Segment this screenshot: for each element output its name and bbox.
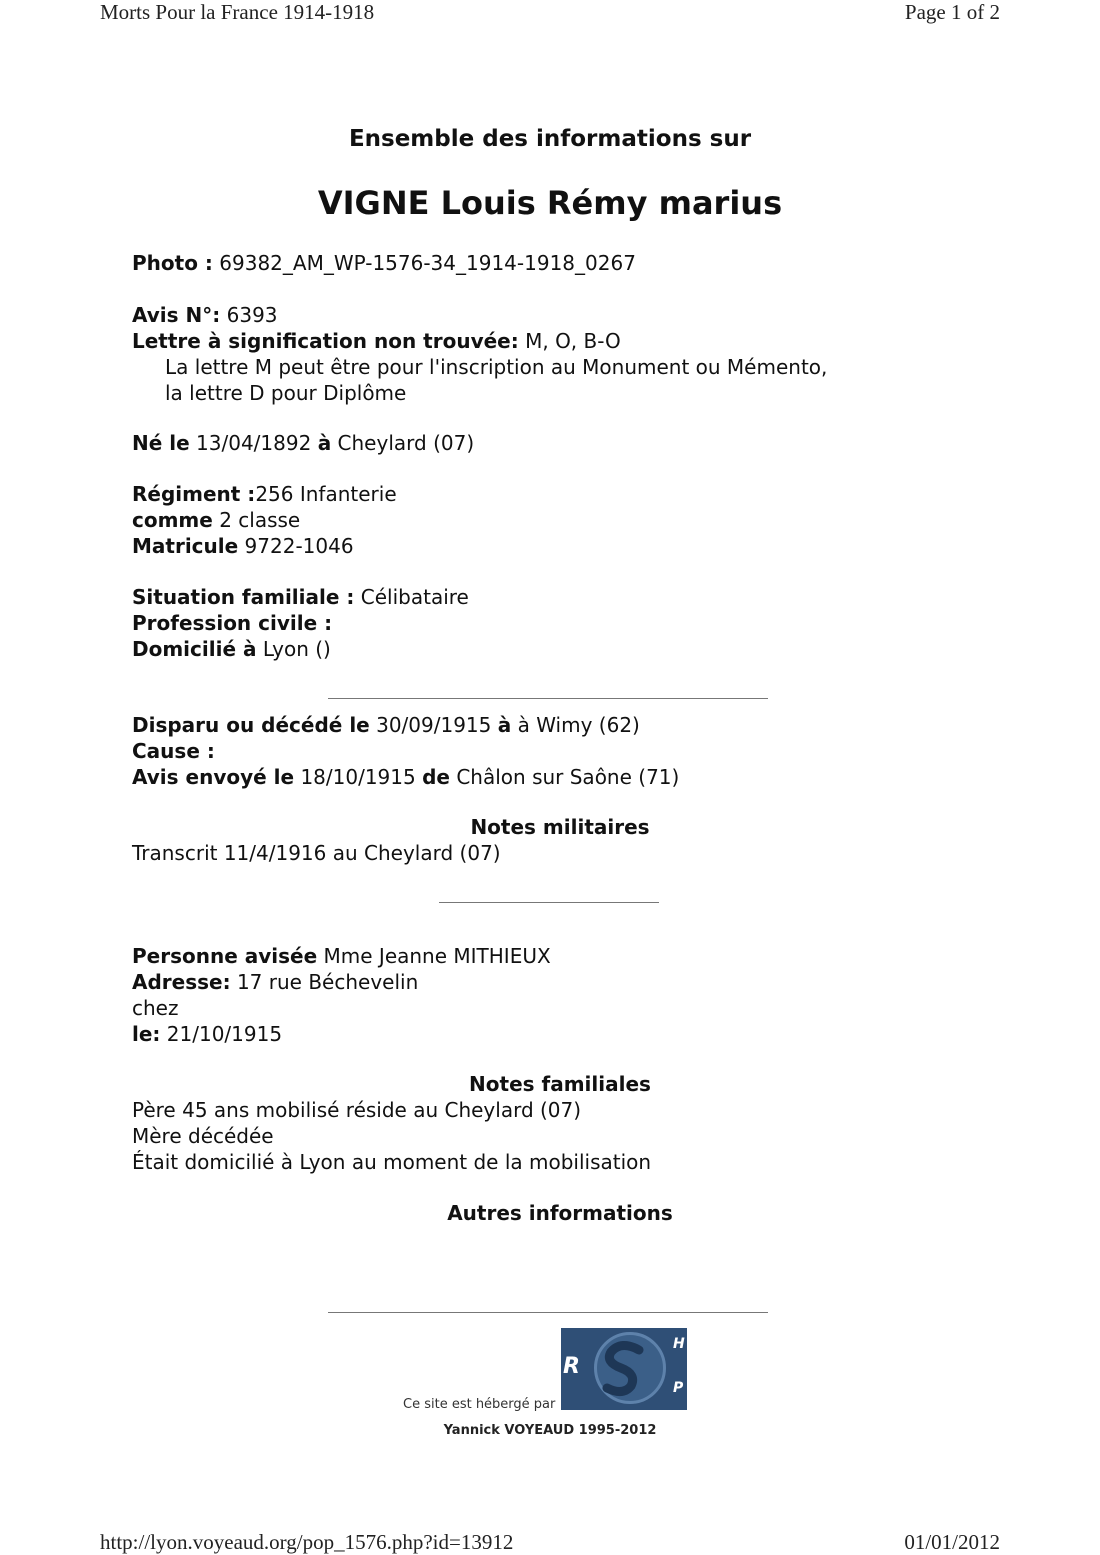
domicile-line	[132, 636, 469, 662]
notice-sent-line	[132, 764, 679, 790]
site-title: Morts Pour la France 1914-1918	[100, 0, 375, 24]
civil-block	[132, 584, 469, 662]
photo-block	[132, 250, 636, 276]
avis-number-label: Avis N°:	[132, 303, 221, 327]
address-value: 17 rue Béchevelin	[230, 970, 419, 994]
military-block	[132, 481, 397, 559]
avis-note-1: La lettre M peut être pour l'inscription au Monument ou Mémento,	[165, 355, 828, 379]
death-date: 30/09/1915	[369, 713, 498, 737]
address-line	[132, 969, 551, 995]
person-name: VIGNE Louis Rémy marius	[317, 184, 783, 222]
rank-line	[132, 507, 397, 533]
notice-sent-date: 18/10/1915	[294, 765, 423, 789]
matricule-line	[132, 533, 397, 559]
rank-value: 2 classe	[212, 508, 301, 532]
family-status-line	[132, 584, 469, 610]
born-label: Né le	[132, 431, 190, 455]
profession-line	[132, 610, 469, 636]
avis-letter-label: Lettre à signification non trouvée:	[132, 329, 519, 353]
military-notes-heading: Notes militaires	[470, 815, 650, 839]
family-notes-heading: Notes familiales	[469, 1072, 651, 1096]
photo-value: 69382_AM_WP-1576-34_1914-1918_0267	[212, 251, 636, 275]
page-url[interactable]: http://lyon.voyeaud.org/pop_1576.php?id=13912	[100, 1530, 514, 1554]
regiment-label: Régiment :	[132, 482, 256, 506]
other-info-heading: Autres informations	[447, 1201, 673, 1225]
logo-letter-top-right: H	[673, 1336, 685, 1352]
photo-label: Photo :	[132, 251, 213, 275]
hosted-by-text: Ce site est hébergé par	[403, 1397, 556, 1412]
title-intro: Ensemble des informations sur	[348, 126, 752, 152]
credit-text: Yannick VOYEAUD 1995-2012	[443, 1423, 657, 1438]
death-at-label: à	[497, 713, 512, 737]
family-note-line: Mère décédée	[132, 1124, 274, 1148]
print-date: 01/01/2012	[904, 1530, 1000, 1554]
avis-number-value: 6393	[220, 303, 278, 327]
avis-letter-line	[132, 328, 827, 354]
notice-from-place: Châlon sur Saône (71)	[449, 765, 680, 789]
born-at-label: à	[317, 431, 332, 455]
death-place: à Wimy (62)	[511, 713, 640, 737]
regiment-value: 256 Infanterie	[255, 482, 397, 506]
matricule-value: 9722-1046	[238, 534, 354, 558]
military-notes-block	[132, 840, 501, 866]
notified-person-value: Mme Jeanne MITHIEUX	[317, 944, 551, 968]
logo-letter-left: R	[563, 1354, 580, 1379]
family-status-label: Situation familiale :	[132, 585, 355, 609]
rank-label: comme	[132, 508, 213, 532]
avis-block	[132, 302, 827, 406]
address-label: Adresse:	[132, 970, 231, 994]
separator-2	[439, 902, 659, 903]
notified-date-label: le:	[132, 1022, 161, 1046]
death-line	[132, 712, 679, 738]
profession-label: Profession civile :	[132, 611, 333, 635]
cause-label: Cause :	[132, 739, 215, 763]
death-label: Disparu ou décédé le	[132, 713, 370, 737]
avis-number-line	[132, 302, 827, 328]
avis-letter-value: M, O, B-O	[518, 329, 621, 353]
notified-date-line	[132, 1021, 551, 1047]
family-note-line: Était domicilié à Lyon au moment de la mobilisation	[132, 1150, 652, 1174]
host-logo[interactable]	[561, 1328, 687, 1410]
photo-line	[132, 250, 636, 276]
notified-person-block	[132, 943, 551, 1047]
birth-block	[132, 430, 474, 456]
cause-line	[132, 738, 679, 764]
chez-line: chez	[132, 996, 179, 1020]
notified-date-value: 21/10/1915	[160, 1022, 283, 1046]
born-date: 13/04/1892	[189, 431, 318, 455]
notice-sent-label: Avis envoyé le	[132, 765, 295, 789]
separator-1	[328, 698, 768, 699]
family-notes-block	[132, 1097, 651, 1175]
death-block	[132, 712, 679, 790]
matricule-label: Matricule	[132, 534, 239, 558]
print-footer	[100, 1530, 1000, 1555]
notice-from-label: de	[422, 765, 450, 789]
domicile-value: Lyon ()	[256, 637, 331, 661]
page-indicator: Page 1 of 2	[904, 0, 1000, 24]
military-notes-text: Transcrit 11/4/1916 au Cheylard (07)	[132, 841, 501, 865]
birth-line	[132, 430, 474, 456]
notified-person-line	[132, 943, 551, 969]
born-place: Cheylard (07)	[331, 431, 475, 455]
family-note-line: Père 45 ans mobilisé réside au Cheylard (07)	[132, 1098, 582, 1122]
print-header	[100, 0, 1000, 25]
notified-person-label: Personne avisée	[132, 944, 318, 968]
logo-letter-bottom-right: P	[673, 1380, 684, 1396]
domicile-label: Domicilié à	[132, 637, 257, 661]
regiment-line	[132, 481, 397, 507]
avis-note-2: la lettre D pour Diplôme	[165, 381, 407, 405]
separator-3	[328, 1312, 768, 1313]
family-status-value: Célibataire	[354, 585, 469, 609]
